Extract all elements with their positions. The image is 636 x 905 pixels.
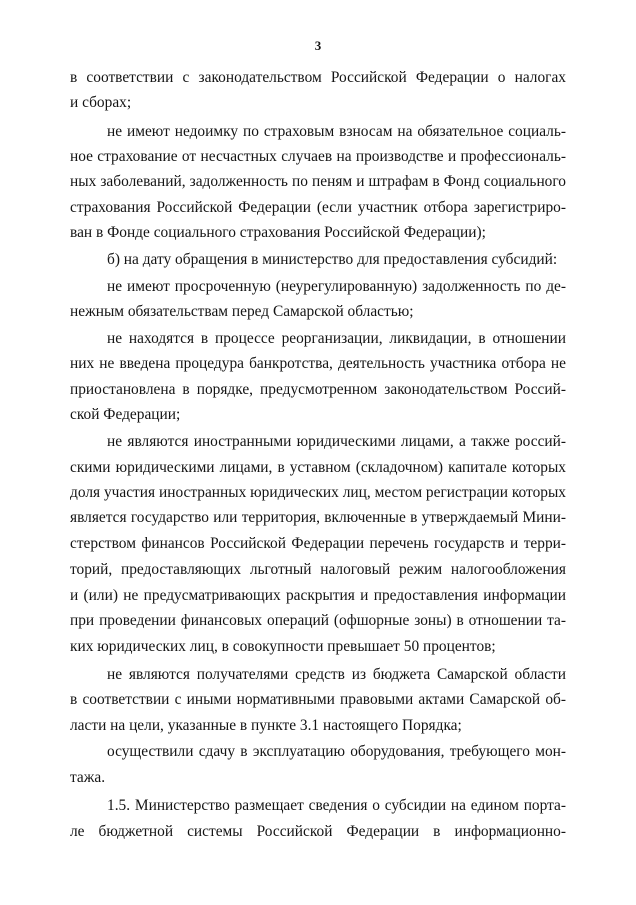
text-line: ное страхование от несчастных случаев на производстве и профессиональ- [70,148,566,165]
text-line: страхования Российской Федерации (если участник отбора зарегистриро- [70,199,566,216]
text-line: приостановлена в порядке, предусмотренном законодательством Россий- [70,381,566,398]
text-line: в соответствии с иными нормативными правовыми актами Самарской об- [70,691,566,708]
text-line: них не введена процедура банкротства, деятельность участника отбора не [70,355,566,372]
text-line: торий, предоставляющих льготный налоговый режим налогообложения [70,561,566,578]
text-line: не являются иностранными юридическими лицами, а также россий- [107,433,566,450]
page-number: 3 [314,38,322,53]
text-line: нежным обязательствам перед Самарской областью; [70,303,414,320]
text-line: не имеют недоимку по страховым взносам на обязательное социаль- [107,123,566,140]
text-line: в соответствии с законодательством Российской Федерации о налогах [70,69,566,86]
text-line: ласти на цели, указанные в пункте 3.1 настоящего Порядка; [70,717,462,734]
text-line: доля участия иностранных юридических лиц, местом регистрации которых [70,484,566,501]
text-line: стерством финансов Российской Федерации перечень государств и терри- [70,535,566,552]
text-line: тажа. [70,769,106,786]
text-line: является государство или территория, включенные в утверждаемый Мини- [70,509,566,526]
text-line: осуществили сдачу в эксплуатацию оборудования, требующего мон- [107,743,566,760]
text-line: ван в Фонде социального страхования Российской Федерации); [70,224,486,241]
text-line: при проведении финансовых операций (офшорные зоны) в отношении та- [70,612,566,629]
text-line: не являются получателями средств из бюджета Самарской области [107,666,566,683]
text-line: не находятся в процессе реорганизации, ликвидации, в отношении [107,330,566,347]
text-line: скими юридическими лицами, в уставном (складочном) капитале которых [70,459,566,476]
text-line: ле бюджетной системы Российской Федерации в информационно- [70,823,566,840]
text-line: ких юридических лиц, в совокупности превышает 50 процентов; [70,638,496,655]
text-line: ской Федерации; [70,406,181,423]
text-line: не имеют просроченную (неурегулированную) задолженность по де- [107,278,566,295]
text-line: б) на дату обращения в министерство для предоставления субсидий: [107,251,558,268]
text-line: и сборах; [70,94,132,111]
text-line: и (или) не предусматривающих раскрытия и предоставления информации [70,587,566,604]
text-line: 1.5. Министерство размещает сведения о субсидии на едином порта- [107,797,566,814]
text-line: ных заболеваний, задолженность по пеням и штрафам в Фонд социального [70,173,566,190]
